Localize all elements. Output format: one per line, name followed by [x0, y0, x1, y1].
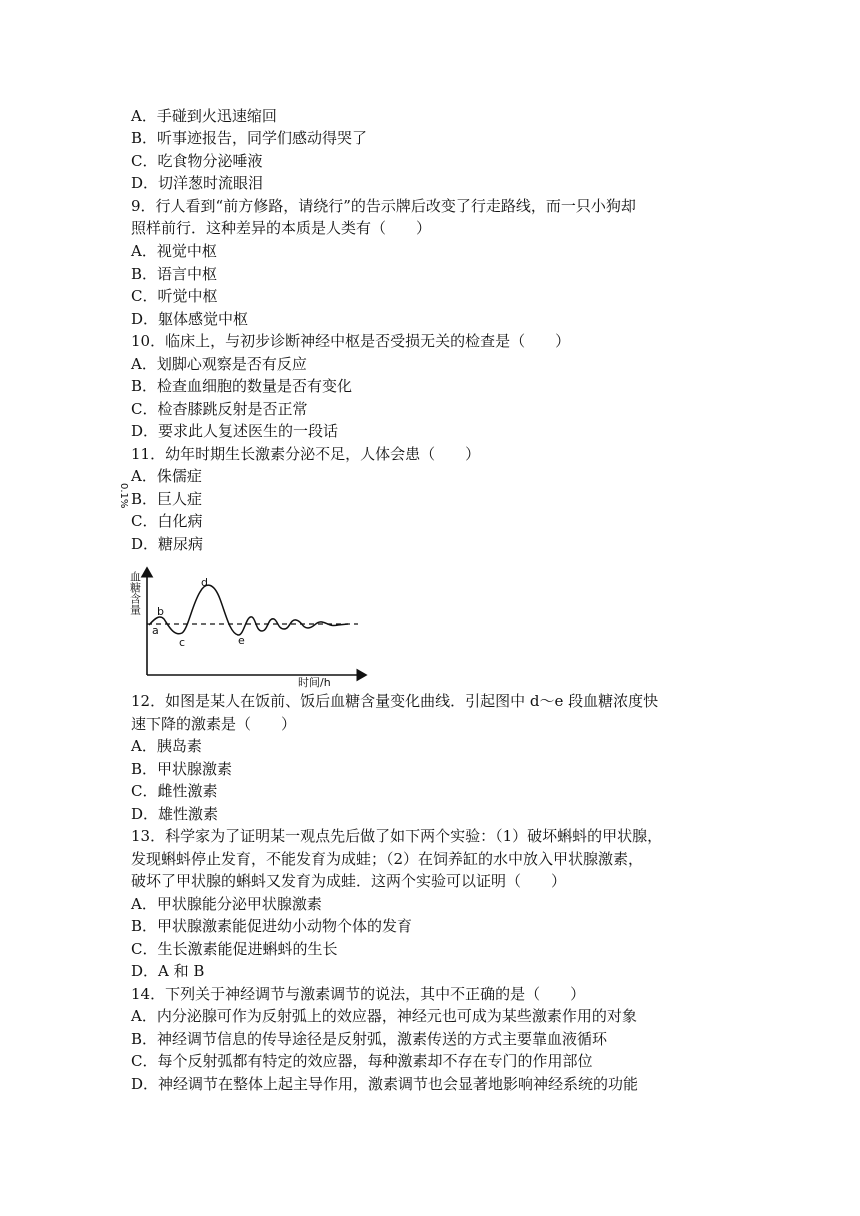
q14-option-a: A．内分泌腺可作为反射弧上的效应器，神经元也可成为某些激素作用的对象: [131, 1007, 637, 1025]
q10-option-a: A．划脚心观察是否有反应: [131, 355, 307, 373]
q11-option-a: A．侏儒症: [131, 467, 202, 485]
y-axis-label: 血糖含量: [128, 571, 142, 615]
q12-stem-line-2: 速下降的激素是（ ）: [131, 715, 297, 733]
q11-option-b: B．巨人症: [131, 490, 203, 508]
q13-option-d: D．A 和 B: [131, 962, 205, 980]
q13-stem-line-2: 发现蝌蚪停止发育，不能发育为成蛙；（2）在饲养缸的水中放入甲状腺激素，: [131, 850, 644, 868]
q9-option-d: D．躯体感觉中枢: [131, 310, 249, 328]
point-label-d: d: [201, 576, 208, 589]
q9-option-c: C．听觉中枢: [131, 287, 218, 305]
q8-option-b: B．听事迹报告，同学们感动得哭了: [131, 129, 368, 147]
q14-option-c: C．每个反射弧都有特定的效应器，每种激素却不存在专门的作用部位: [131, 1052, 593, 1070]
q14-stem: 14．下列关于神经调节与激素调节的说法，其中不正确的是（ ）: [131, 985, 586, 1003]
blood-sugar-curve: [149, 585, 348, 635]
q12-stem-line-1: 12．如图是某人在饭前、饭后血糖含量变化曲线．引起图中 d～e 段血糖浓度快: [131, 692, 659, 710]
y-value-label: 0.1%: [118, 483, 129, 509]
q11-option-d: D．糖尿病: [131, 535, 204, 553]
q9-stem-line-1: 9．行人看到“前方修路，请绕行”的告示牌后改变了行走路线，而一只小狗却: [131, 197, 636, 215]
q13-option-b: B．甲状腺激素能促进幼小动物个体的发育: [131, 917, 413, 935]
q8-option-d: D．切洋葱时流眼泪: [131, 174, 264, 192]
q11-stem: 11．幼年时期生长激素分泌不足，人体会患（ ）: [131, 445, 481, 463]
q10-stem: 10．临床上，与初步诊断神经中枢是否受损无关的检查是（ ）: [131, 332, 571, 350]
q12-option-b: B．甲状腺激素: [131, 760, 233, 778]
q9-stem-line-2: 照样前行．这种差异的本质是人类有（ ）: [131, 219, 432, 237]
q9-option-b: B．语言中枢: [131, 265, 218, 283]
q13-stem-line-3: 破坏了甲状腺的蝌蚪又发育为成蛙．这两个实验可以证明（ ）: [131, 872, 567, 890]
q13-option-c: C．生长激素能促进蝌蚪的生长: [131, 940, 338, 958]
q9-option-a: A．视觉中枢: [131, 242, 217, 260]
q12-option-a: A．胰岛素: [131, 737, 202, 755]
q13-option-a: A．甲状腺能分泌甲状腺激素: [131, 895, 322, 913]
point-label-b: b: [157, 605, 164, 618]
q12-option-c: C．雌性激素: [131, 782, 218, 800]
point-label-a: a: [152, 624, 159, 637]
q10-option-d: D．要求此人复述医生的一段话: [131, 422, 339, 440]
point-label-c: c: [179, 636, 186, 649]
q8-option-c: C．吃食物分泌唾液: [131, 152, 263, 170]
q14-option-d: D．神经调节在整体上起主导作用，激素调节也会显著地影响神经系统的功能: [131, 1075, 639, 1093]
q12-option-d: D．雄性激素: [131, 805, 219, 823]
q13-stem-line-1: 13．科学家为了证明某一观点先后做了如下两个实验：（1）破坏蝌蚪的甲状腺，: [131, 827, 663, 845]
x-axis-label: 时间/h: [298, 676, 331, 689]
q10-option-c: C．检杳膝跳反射是否正常: [131, 400, 308, 418]
q8-option-a: A．手碰到火迅速缩回: [131, 107, 277, 125]
q14-option-b: B．神经调节信息的传导途径是反射弧，激素传送的方式主要靠血液循环: [131, 1030, 608, 1048]
point-label-e: e: [238, 634, 245, 647]
q11-option-c: C．白化病: [131, 512, 203, 530]
q10-option-b: B．检查血细胞的数量是否有变化: [131, 377, 353, 395]
